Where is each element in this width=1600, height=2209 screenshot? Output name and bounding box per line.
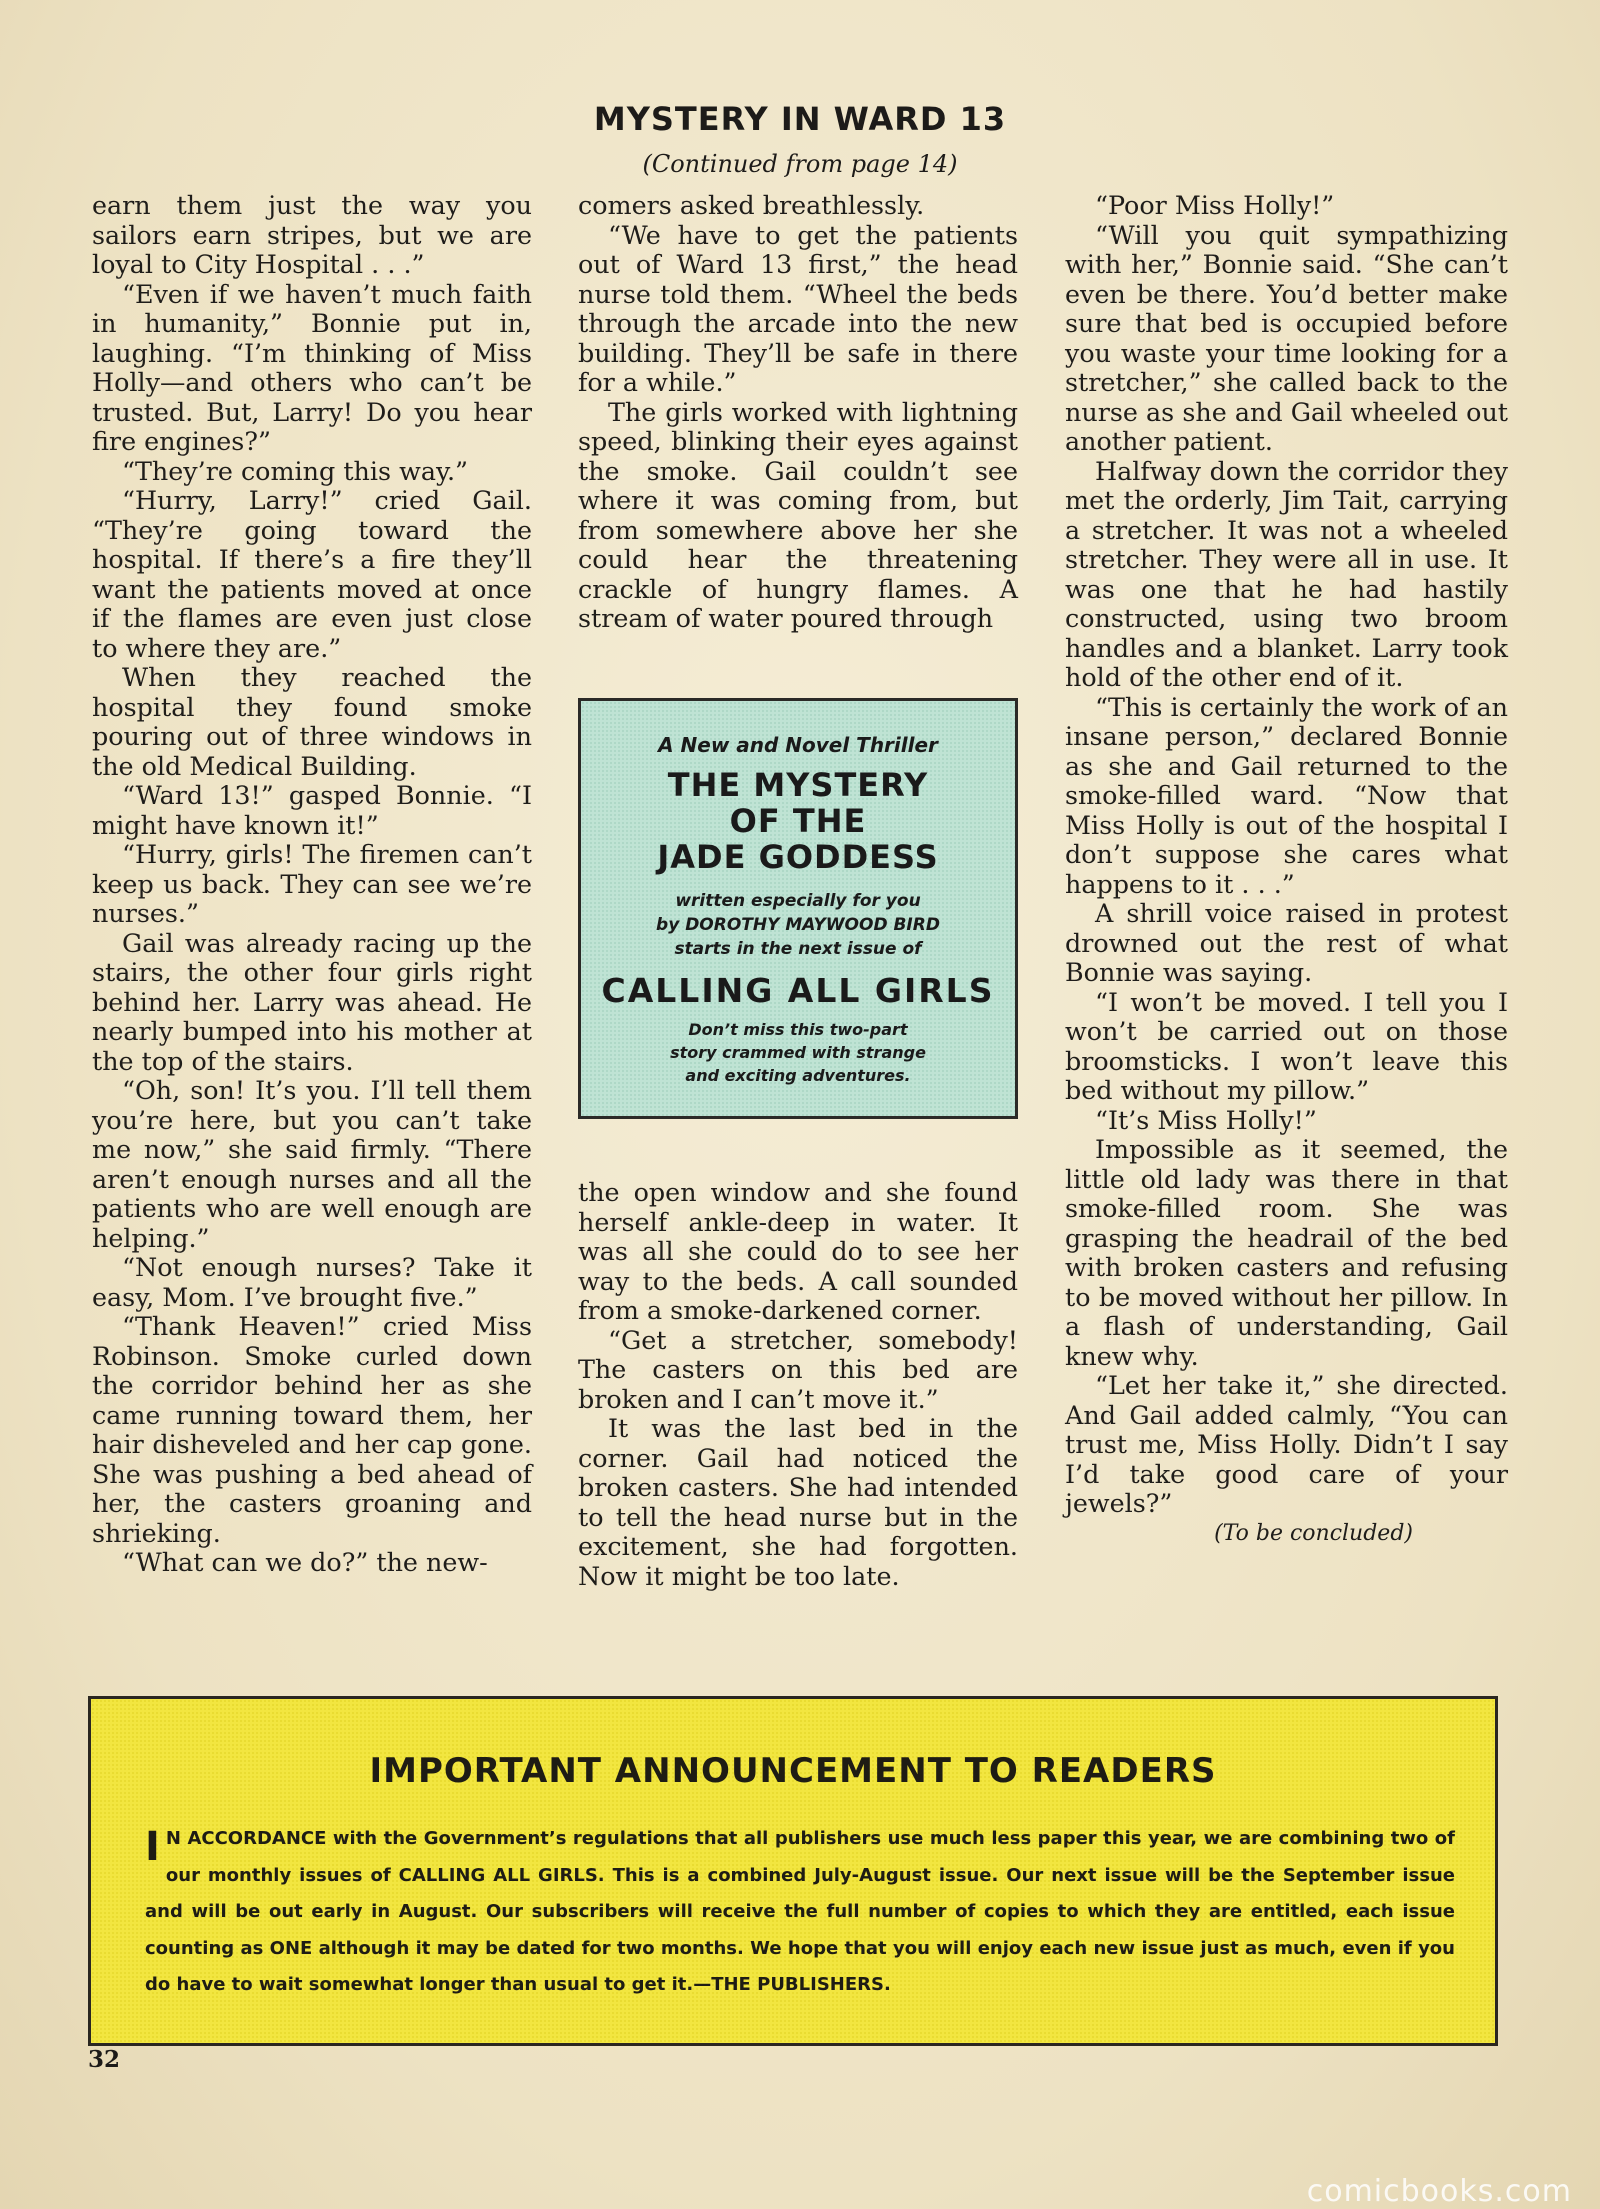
paragraph: “This is certainly the work of an insane person,” declared Bonnie as she and Gail returned to the smoke-filled ward. “Now that Miss Holly is out of the hospital I don’t suppose she cares what happens to it . . .” xyxy=(1065,691,1508,899)
announcement-dropcap: I xyxy=(145,1824,160,1870)
promo-title-line: OF THE xyxy=(729,802,867,840)
paragraph: “We have to get the patients out of Ward 13 first,” the head nurse told them. “Wheel the beds through the arcade into the new building. They’ll be safe in there for a while.” xyxy=(578,219,1018,397)
paragraph: The girls worked with lightning speed, blinking their eyes against the smoke. Gail couldn’t see where it was coming from, but from somewhere above her she could hear the threatening crackle of hungry flames. A stream of water poured through xyxy=(578,396,1018,633)
paragraph: comers asked breathlessly. xyxy=(578,190,925,220)
promo-blurb: story crammed with strange xyxy=(670,1043,926,1062)
announcement-title: IMPORTANT ANNOUNCEMENT TO READERS xyxy=(369,1751,1217,1791)
page-header-subtitle: (Continued from page 14) xyxy=(642,150,958,178)
paragraph: A shrill voice raised in protest drowned out the rest of what Bonnie was saying. xyxy=(1065,898,1508,987)
paragraph: “Get a stretcher, somebody! The casters on this bed are broken and I can’t move it.” xyxy=(578,1324,1018,1414)
paragraph: Halfway down the corridor they met the orderly, Jim Tait, carrying a stretcher. It was not a wheeled stretcher. They were all in use. It was one that he had hastily constructed, using two broom handles and a blanket. Larry took hold of the other end of it. xyxy=(1065,455,1508,692)
paragraph: the open window and she found herself ankle-deep in water. It was all she could do to see her way to the beds. A call sounded from a smoke-darkened corner. xyxy=(578,1177,1018,1325)
paragraph: “Oh, son! It’s you. I’ll tell them you’re here, but you can’t take me now,” she said firmly. “There aren’t enough nurses and all the patients who are well enough are helping.” xyxy=(92,1075,532,1253)
paragraph: “They’re coming this way.” xyxy=(122,455,468,486)
promo-kicker: A New and Novel Thriller xyxy=(658,733,938,757)
paragraph: “It’s Miss Holly!” xyxy=(1095,1104,1317,1135)
promo-written: written especially for you xyxy=(675,891,921,911)
paragraph: “Thank Heaven!” cried Miss Robinson. Smoke curled down the corridor behind her as she came running toward them, her hair disheveled and her cap gone. She was pushing a bed ahead of her, the casters groaning and shrieking. xyxy=(92,1311,532,1548)
page-number: 32 xyxy=(88,2046,121,2073)
story-column-1 xyxy=(92,191,532,1578)
to-be-concluded: (To be concluded) xyxy=(1214,1520,1413,1546)
paragraph: Gail was already racing up the stairs, the other four girls right behind her. Larry was ahead. He nearly bumped into his mother at the top of the stairs. xyxy=(92,927,532,1076)
promo-blurb: Don’t miss this two-part xyxy=(688,1020,908,1039)
paragraph: When they reached the hospital they found smoke pouring out of three windows in the old Medical Building. xyxy=(92,662,532,781)
promo-magazine-name: CALLING ALL GIRLS xyxy=(601,971,995,1010)
paragraph: “Ward 13!” gasped Bonnie. “I might have known it!” xyxy=(92,780,532,840)
paragraph: It was the last bed in the corner. Gail had noticed the broken casters. She had intended to tell the head nurse but in the excitement, she had forgotten. Now it might be too late. xyxy=(578,1413,1018,1591)
page-header-title: MYSTERY IN WARD 13 xyxy=(593,100,1007,138)
paragraph: “Hurry, Larry!” cried Gail. “They’re going toward the hospital. If there’s a fire they’ll want the patients moved at once if the flames are even just close to where they are.” xyxy=(92,485,532,663)
paragraph: “Not enough nurses? Take it easy, Mom. I’ve brought five.” xyxy=(92,1252,532,1312)
promo-title-line: JADE GODDESS xyxy=(657,838,939,876)
promo-box-jade-goddess xyxy=(578,698,1018,1119)
paragraph: “I won’t be moved. I tell you I won’t be carried out on those broomsticks. I won’t leave this bed without my pillow.” xyxy=(1065,986,1508,1105)
promo-title xyxy=(581,767,1015,875)
watermark: comicbooks.com xyxy=(1306,2174,1572,2209)
story-column-3 xyxy=(1065,191,1508,1548)
paragraph: “What can we do?” the new- xyxy=(122,1547,488,1577)
paragraph: “Even if we haven’t much faith in humanity,” Bonnie put in, laughing. “I’m thinking of Miss Holly—and others who can’t be trusted. But, Larry! Do you hear fire engines?” xyxy=(92,278,532,456)
announcement-box xyxy=(88,1696,1498,2046)
promo-blurb: and exciting adventures. xyxy=(685,1066,911,1085)
announcement-body xyxy=(145,1821,1455,2004)
announcement-text: N ACCORDANCE with the Government’s regulations that all publishers use much less paper this year, we are combining two of our monthly issues of CALLING ALL GIRLS. This is a combined July-August issue. Our next issue will be the September issue and will be out early in August. Our subscribers will receive the full number of copies to which they are entitled, each issue counting as ONE although it may be dated for two months. We hope that you will enjoy each new issue just as much, even if you do have to wait somewhat longer than usual to get it.—THE PUBLISHERS. xyxy=(145,1828,1455,1995)
story-column-2-top xyxy=(578,191,1018,634)
paragraph: Impossible as it seemed, the little old lady was there in that smoke-filled room. She was grasping the headrail of the bed with broken casters and refusing to be moved without her pillow. In a flash of understanding, Gail knew why. xyxy=(1065,1134,1508,1371)
promo-author: by DOROTHY MAYWOOD BIRD xyxy=(656,915,940,935)
paragraph: “Will you quit sympathizing with her,” Bonnie said. “She can’t even be there. You’d better make sure that bed is occupied before you waste your time looking for a stretcher,” she called back to the nurse as she and Gail wheeled out another patient. xyxy=(1065,219,1508,456)
story-column-2-bottom xyxy=(578,1178,1018,1591)
promo-starts: starts in the next issue of xyxy=(674,939,922,959)
paragraph: “Let her take it,” she directed. And Gail added calmly, “You can trust me, Miss Holly. Didn’t I say I’d take good care of your jewels?” xyxy=(1065,1370,1508,1518)
paragraph: earn them just the way you sailors earn stripes, but we are loyal to City Hospital . . .” xyxy=(92,190,532,279)
promo-title-line: THE MYSTERY xyxy=(667,766,929,804)
paragraph: “Hurry, girls! The firemen can’t keep us back. They can see we’re nurses.” xyxy=(92,839,532,928)
paragraph: “Poor Miss Holly!” xyxy=(1095,190,1335,220)
